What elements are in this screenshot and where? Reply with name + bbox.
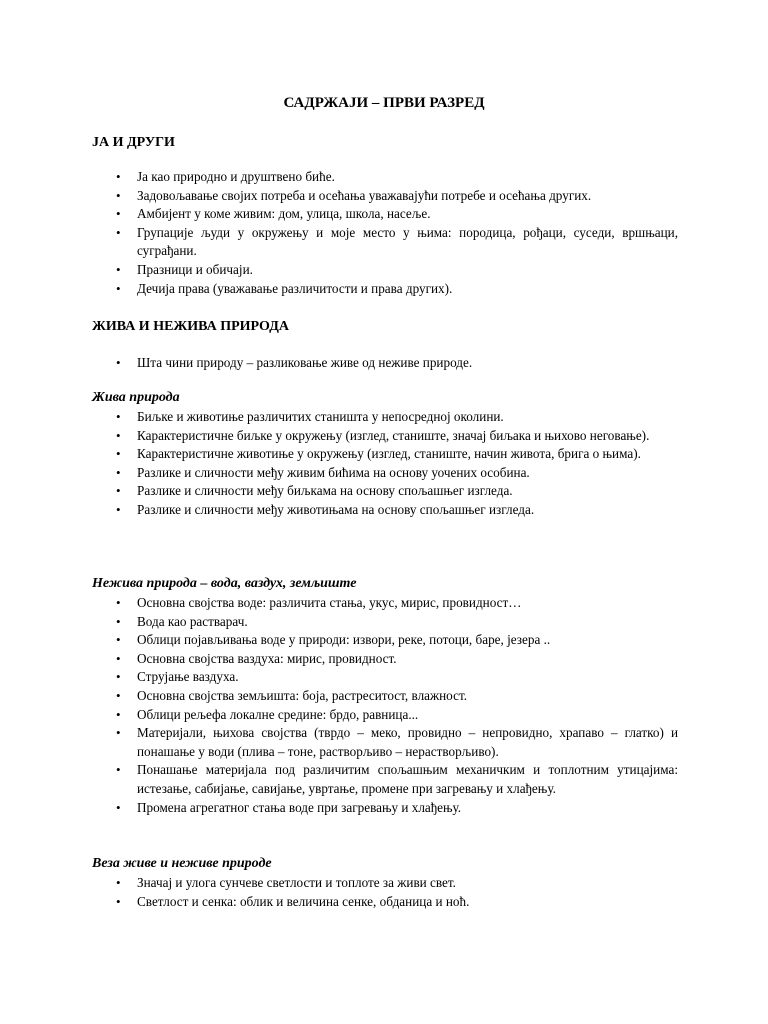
list-item: • Основна својства ваздуха: мирис, провидност. (92, 650, 678, 669)
list-item: • Промена агрегатног стања воде при загревању и хлађењу. (92, 799, 678, 818)
section-list-veza-zive-i-nezive-prirode (92, 874, 678, 911)
list-item: • Значај и улога сунчеве светлости и топлоте за живи свет. (92, 874, 678, 893)
list-item: • Задовољавање својих потреба и осећања уважавајући потребе и осећања других. (92, 187, 678, 206)
list-item: • Амбијент у коме живим: дом, улица, школа, насеље. (92, 205, 678, 224)
list-item: • Светлост и сенка: облик и величина сенке, обданица и ноћ. (92, 893, 678, 912)
section-heading-ja-i-drugi: ЈА И ДРУГИ (92, 135, 175, 150)
section-list-ja-i-drugi (92, 168, 678, 298)
list-item: • Разлике и сличности међу живим бићима на основу уочених особина. (92, 464, 678, 483)
list-item: • Дечија права (уважавање различитости и права других). (92, 280, 678, 299)
list-item: • Разлике и сличности међу биљкама на основу спољашњег изгледа. (92, 482, 678, 501)
section-heading-ziva-i-neziva-priroda: ЖИВА И НЕЖИВА ПРИРОДА (92, 319, 289, 334)
list-item: • Групације људи у окружењу и моје место у њима: породица, рођаци, суседи, вршњаци, суграђани. (92, 224, 678, 261)
list-item: • Материјали, њихова својства (тврдо – меко, провидно – непровидно, храпаво – глатко) и понашање у води (плива – тоне, растворљиво – нерастворљиво). (92, 724, 678, 761)
section-list-neziva-priroda (92, 594, 678, 817)
list-item: • Разлике и сличности међу животињама на основу спољашњег изгледа. (92, 501, 678, 520)
list-item: • Облици рељефа локалне средине: брдо, равница... (92, 706, 678, 725)
list-item: • Карактеристичне биљке у окружењу (изглед, станиште, значај биљака и њихово неговање). (92, 427, 678, 446)
document-title: САДРЖАЈИ – ПРВИ РАЗРЕД (283, 95, 485, 111)
section-heading-veza-zive-i-nezive-prirode: Веза живе и неживе природе (92, 856, 272, 871)
list-item: • Биљке и животиње различитих станишта у непосредној околини. (92, 408, 678, 427)
list-item: • Основна својства воде: различита стања, укус, мирис, провидност… (92, 594, 678, 613)
list-item: • Основна својства земљишта: боја, растреситост, влажност. (92, 687, 678, 706)
section-heading-neziva-priroda: Нежива природа – вода, ваздух, земљиште (92, 576, 357, 591)
section-heading-ziva-priroda: Жива природа (92, 390, 180, 405)
list-item: • Шта чини природу – разликовање живе од неживе природе. (92, 354, 678, 373)
list-item: • Вода као растварач. (92, 613, 678, 632)
list-item: • Струјање ваздуха. (92, 668, 678, 687)
list-item: • Облици појављивања воде у природи: извори, реке, потоци, баре, језера .. (92, 631, 678, 650)
list-item: • Ја као природно и друштвено биће. (92, 168, 678, 187)
section-list-ziva-priroda (92, 408, 678, 520)
list-item: • Понашање материјала под различитим спољашњим механичким и топлотним утицајима: истезање, сабијање, савијање, увртање, промене при загревању и хлађењу. (92, 761, 678, 798)
list-item: • Карактеристичне животиње у окружењу (изглед, станиште, начин живота, брига о њима). (92, 445, 678, 464)
section-list-ziva-i-neziva-priroda (92, 354, 678, 373)
list-item: • Празници и обичаји. (92, 261, 678, 280)
